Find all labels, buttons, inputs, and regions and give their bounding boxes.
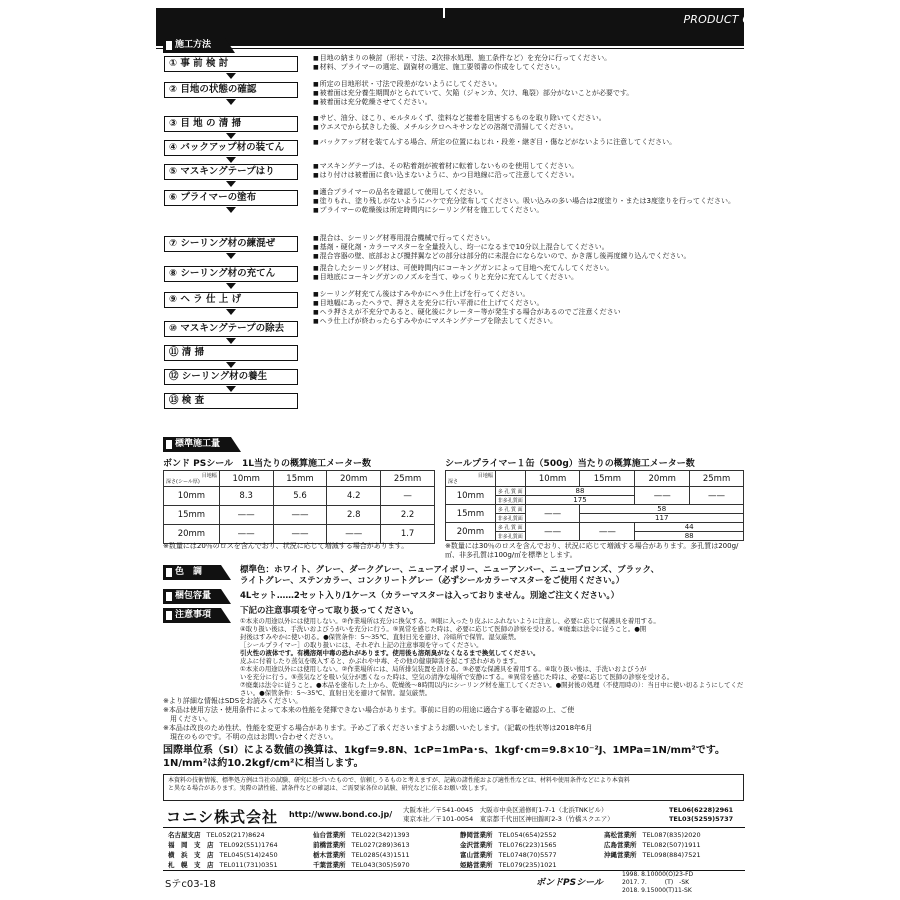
standard-label: 標準施工量 bbox=[163, 437, 231, 452]
step-note: ■ 被着面は充分養生期間がとられていて、欠陥（ジャンカ、欠け、亀裂）部分がないことが必要です。 bbox=[313, 89, 743, 98]
step-arrow bbox=[226, 309, 236, 315]
table2-cell: —— bbox=[525, 523, 580, 541]
hq-osaka: 大阪本社／〒541-0045 大阪市中央区道修町1-7-1（北浜TNKビル） bbox=[403, 806, 608, 814]
step-notes bbox=[313, 80, 743, 107]
table1 bbox=[163, 470, 435, 544]
step-arrow bbox=[226, 253, 236, 259]
branch-office: 札 幌 支 店 TEL011(731)0351 bbox=[168, 861, 278, 869]
step-note: ■ バックアップ材を装てんする場合、所定の位置にねじれ・段差・継ぎ目・傷などがないように注意してください。 bbox=[313, 138, 743, 147]
branch-office: 沖縄営業所 TEL098(884)7521 bbox=[604, 851, 701, 859]
table2-porous: 多 孔 質 面 bbox=[495, 505, 525, 514]
color-text: 標準色：ホワイト、グレー、ダークグレー、ニューアイボリー、ニューアンバー、ニューブロンズ、ブラック、 ライトグレー、ステンカラー、コンクリートグレー（必ずシールカラーマスターをご使用ください。） bbox=[240, 565, 660, 586]
step-note: ■ 材料、プライマーの選定、副資材の選定、施工要領書の作成をしてください。 bbox=[313, 63, 743, 72]
branch-row bbox=[163, 860, 745, 870]
table2-cell: —— bbox=[580, 523, 635, 541]
disclaimers: ※より詳細な情報はSDSをお読みください。 ※本品は使用方法・使用条件によって本来の性能を発揮できない場合があります。事前に目的の用途に適合する事を確認の上、ご使 用ください。 ※本品は改良のため性状、性能を変更する場合があります。予めご了承くださいますようお願いいたします。（記載の性状等は2018年6月 現在のものです。不明の点はお問い合わせください。 bbox=[163, 697, 593, 741]
table1-cell: —— bbox=[327, 525, 381, 544]
table1-cell: 2.8 bbox=[327, 506, 381, 525]
header-tick bbox=[443, 8, 445, 18]
hq-tokyo: 東京本社／〒101-0054 東京都千代田区神田錦町2-3（竹橋スクエア） bbox=[403, 815, 614, 823]
table2-col: 15mm bbox=[580, 471, 635, 487]
step-note: ■ 目地幅にあったヘラで、押さえを充分に行い平滑に仕上げてください。 bbox=[313, 299, 743, 308]
step-arrow bbox=[226, 157, 236, 163]
construction-label: 施工方法 bbox=[163, 38, 225, 53]
caution-heading: 下記の注意事項を守って取り扱ってください。 bbox=[240, 606, 419, 616]
header-title: PRODUCT GUIDE & TECHNICAL DATA bbox=[683, 13, 892, 26]
branch-office: 栃木営業所 TEL0285(43)1511 bbox=[313, 851, 410, 859]
revision-history: 1998. 8.10000(O)23-FD 2017. 7. (T) -SK 2018. 9.15000(T)11-SK bbox=[622, 871, 694, 894]
step-note: ■ ヘラ仕上げが終わったらすみやかにマスキングテープを除去してください。 bbox=[313, 317, 743, 326]
table2-cell: 175 bbox=[525, 496, 635, 505]
branch-office: 金沢営業所 TEL076(223)1565 bbox=[460, 841, 557, 849]
table1-cell: —— bbox=[219, 506, 273, 525]
table1-cell: 8.3 bbox=[219, 487, 273, 506]
branch-office: 仙台営業所 TEL022(342)1393 bbox=[313, 831, 410, 839]
step-arrow bbox=[226, 133, 236, 139]
step-note: ■ シーリング材充てん後はすみやかにヘラ仕上げを行ってください。 bbox=[313, 290, 743, 299]
branch-office: 姫路営業所 TEL079(235)1021 bbox=[460, 861, 557, 869]
table2-col: 10mm bbox=[525, 471, 580, 487]
step-notes bbox=[313, 188, 743, 215]
caution-label: 注意事項 bbox=[163, 608, 221, 623]
step-note: ■ 混合したシーリング材は、可使時間内にコーキングガンによって目地へ充てんしてください。 bbox=[313, 264, 743, 273]
technical-disclaimer: 本資料の技術情報、標準処方例は当社の試験、研究に基づいたもので、信頼しうるものと考えますが、記載の諸性能および適性性などは、材料や使用条件などにより本資料 と異なる場合があります。実際の諸性能、諸条件などの確認は、ご需要家各位の試験、研究などに依るお願い致します。 bbox=[163, 774, 744, 801]
table2-cell: 117 bbox=[580, 514, 744, 523]
step-arrow bbox=[226, 99, 236, 105]
table1-row-header: 10mm bbox=[164, 487, 220, 506]
table1-note: ※数量には20％のロスを含んでおり、状況に応じて増減する場合があります。 bbox=[163, 542, 409, 550]
branch-office: 広島営業所 TEL082(507)1911 bbox=[604, 841, 701, 849]
step-7: ⑦ シーリング材の練混ぜ bbox=[164, 236, 298, 252]
step-note: ■ はり付けは被着面に食い込まないように、かつ目地線に沿って注意してください。 bbox=[313, 171, 743, 180]
color-label: 色 調 bbox=[163, 565, 221, 580]
table1-cell: 1.7 bbox=[381, 525, 435, 544]
step-notes bbox=[313, 234, 743, 261]
step-arrow bbox=[226, 338, 236, 344]
step-note: ■ 目地の納まりの検討（形状・寸法、2次排水処理、施工条件など）を充分に行ってください。 bbox=[313, 54, 743, 63]
step-note: ■ ウエスでから拭きした後、メチルシクロヘキサンなどの溶剤で清掃してください。 bbox=[313, 123, 743, 132]
step-2: ② 目地の状態の確認 bbox=[164, 82, 298, 98]
table2-cell: —— bbox=[635, 487, 690, 505]
table1-title: ボンド PSシール 1L当たりの概算施工メーター数 bbox=[163, 459, 372, 469]
table1-col: 20mm bbox=[327, 471, 381, 487]
step-6: ⑥ プライマーの塗布 bbox=[164, 190, 298, 206]
branch-rule bbox=[163, 827, 745, 828]
packing-text: 4Lセット……2セット入り/1ケース（カラーマスターは入っておりません。別途ご注文ください。） bbox=[240, 591, 620, 601]
step-12: ⑫ シーリング材の養生 bbox=[164, 369, 298, 385]
step-note: ■ マスキングテープは、その粘着剤が被着材に転着しないものを使用してください。 bbox=[313, 162, 743, 171]
table1-cell: —— bbox=[219, 525, 273, 544]
branch-office: 富山営業所 TEL0748(70)5577 bbox=[460, 851, 557, 859]
table1-cell: —— bbox=[273, 506, 327, 525]
step-note: ■ 塗りもれ、塗り残しがないようにハケで充分塗布してください。吸い込みの多い場合は2度塗り・または3度塗りを行ってください。 bbox=[313, 197, 743, 206]
table2-col: 25mm bbox=[690, 471, 744, 487]
table2-note: ※数量には30％のロスを含んでおり、状況に応じて増減する場合があります。多孔質は200g/㎡、非多孔質は100g/㎡を標準とします。 bbox=[445, 542, 739, 559]
branch-row bbox=[163, 850, 745, 860]
table1-row-header: 15mm bbox=[164, 506, 220, 525]
step-note: ■ 適合プライマーの品名を確認して使用してください。 bbox=[313, 188, 743, 197]
step-11: ⑪ 清 掃 bbox=[164, 345, 298, 361]
hq-osaka-tel: TEL06(6228)2961 bbox=[669, 806, 734, 814]
hq-tokyo-tel: TEL03(5259)5737 bbox=[669, 815, 734, 823]
table2-cell: 88 bbox=[525, 487, 635, 496]
table1-corner: 目地幅 深さ(シール厚) bbox=[164, 471, 220, 487]
step-note: ■ 混合容器の壁、底部および攪拌翼などの部分は部分的に未混合にならないので、かき落し後再度練り込んでください。 bbox=[313, 252, 743, 261]
step-note: ■ 混合は、シーリング材専用混合機械で行ってください。 bbox=[313, 234, 743, 243]
step-arrow bbox=[226, 207, 236, 213]
table2-title: シールプライマー１缶（500g）当たりの概算施工メーター数 bbox=[445, 459, 695, 469]
table1-row-header: 20mm bbox=[164, 525, 220, 544]
branch-office: 横 浜 支 店 TEL045(514)2450 bbox=[168, 851, 278, 859]
table1-cell: 4.2 bbox=[327, 487, 381, 506]
step-notes bbox=[313, 114, 743, 132]
branch-office: 千葉営業所 TEL043(305)5970 bbox=[313, 861, 410, 869]
branch-office: 名古屋支店 TEL052(217)8624 bbox=[168, 831, 265, 839]
header-bar bbox=[156, 8, 744, 46]
table1-col: 25mm bbox=[381, 471, 435, 487]
branch-office: 高松営業所 TEL087(835)2020 bbox=[604, 831, 701, 839]
table2 bbox=[445, 470, 744, 541]
step-arrow bbox=[226, 283, 236, 289]
step-note: ■ サビ、油分、ほこり、モルタルくず、塗料など接着を阻害するものを取り除いてください。 bbox=[313, 114, 743, 123]
table2-row-header: 10mm bbox=[446, 487, 496, 505]
branch-office: 静岡営業所 TEL054(654)2552 bbox=[460, 831, 557, 839]
table1-cell: —— bbox=[273, 525, 327, 544]
step-10: ⑩ マスキングテープの除去 bbox=[164, 321, 298, 337]
step-arrow bbox=[226, 386, 236, 392]
company-name: コニシ株式会社 bbox=[166, 808, 279, 826]
table1-cell: 5.6 bbox=[273, 487, 327, 506]
table2-cell: 44 bbox=[635, 523, 744, 532]
table2-porous: 多 孔 質 面 bbox=[495, 523, 525, 532]
table2-cell: —— bbox=[690, 487, 744, 505]
table2-nonporous: 非多孔質面 bbox=[495, 532, 525, 541]
step-note: ■ ヘラ押さえが不充分であると、硬化後にクレーター等が発生する場合があるのでご注意ください bbox=[313, 308, 743, 317]
table2-corner: 目地幅 深さ bbox=[446, 471, 496, 487]
table2-col: 20mm bbox=[635, 471, 690, 487]
step-1: ① 事 前 検 討 bbox=[164, 56, 298, 72]
step-notes bbox=[313, 138, 743, 147]
product-logo: ボンドPSシール bbox=[536, 878, 603, 888]
branch-row bbox=[163, 830, 745, 840]
step-arrow bbox=[226, 181, 236, 187]
branch-list bbox=[163, 830, 745, 870]
step-notes bbox=[313, 162, 743, 180]
company-url[interactable]: http://www.bond.co.jp/ bbox=[289, 810, 393, 819]
step-note: ■ 所定の目地形状・寸法で段差がないようにしてください。 bbox=[313, 80, 743, 89]
step-4: ④ バックアップ材の装てん bbox=[164, 140, 298, 156]
table1-col: 15mm bbox=[273, 471, 327, 487]
table2-cell: —— bbox=[525, 505, 580, 523]
step-notes bbox=[313, 264, 743, 282]
step-3: ③ 目 地 の 清 掃 bbox=[164, 116, 298, 132]
table1-cell: 2.2 bbox=[381, 506, 435, 525]
table2-cell: 58 bbox=[580, 505, 744, 514]
si-conversion: 国際単位系（SI）による数値の換算は、1kgf=9.8N、1cP=1mPa･s、1kgf･cm=9.8×10⁻²J、1MPa=1N/mm²です。 1N/mm²は約10.2kgf/cm²に相当します。 bbox=[163, 745, 725, 769]
step-8: ⑧ シーリング材の充てん bbox=[164, 266, 298, 282]
step-notes bbox=[313, 290, 743, 326]
table2-nonporous: 非多孔質面 bbox=[495, 514, 525, 523]
table2-nonporous: 非多孔質面 bbox=[495, 496, 525, 505]
step-note: ■ 目地底にコーキングガンのノズルを当て、ゆっくりと充分に充てんしてください。 bbox=[313, 273, 743, 282]
doc-code: Sテc03-18 bbox=[165, 879, 216, 890]
step-arrow bbox=[226, 362, 236, 368]
branch-row bbox=[163, 840, 745, 850]
table1-cell: — bbox=[381, 487, 435, 506]
table2-cell: 88 bbox=[635, 532, 744, 541]
table2-porous: 多 孔 質 面 bbox=[495, 487, 525, 496]
step-5: ⑤ マスキングテープはり bbox=[164, 164, 298, 180]
table2-row-header: 20mm bbox=[446, 523, 496, 541]
branch-office: 前橋営業所 TEL027(289)3613 bbox=[313, 841, 410, 849]
table1-col: 10mm bbox=[219, 471, 273, 487]
packing-label: 梱包容量 bbox=[163, 589, 221, 604]
step-note: ■ 被着面は充分乾燥させてください。 bbox=[313, 98, 743, 107]
step-note: ■ 基剤・硬化剤・カラーマスターを全量投入し、均一になるまで10分以上混合してください。 bbox=[313, 243, 743, 252]
table2-row-header: 15mm bbox=[446, 505, 496, 523]
branch-office: 福 岡 支 店 TEL092(551)1764 bbox=[168, 841, 278, 849]
step-9: ⑨ ヘ ラ 仕 上 げ bbox=[164, 292, 298, 308]
step-arrow bbox=[226, 73, 236, 79]
header-rule bbox=[156, 48, 744, 49]
step-notes bbox=[313, 54, 743, 72]
step-note: ■ プライマーの乾燥後は所定時間内にシーリング材を施工してください。 bbox=[313, 206, 743, 215]
step-13: ⑬ 検 査 bbox=[164, 393, 298, 409]
caution-body: 下記の注意事項を守って取り扱ってください。 ①本来の用途以外には使用しない。②作業場所は充分に換気する。③眼に入ったり皮ふにふれないように注意し、必要に応じて保護具を着用する。 ④取り扱い後は、手洗いおよびうがいを充分に行う。⑤異常を感じた時は、必要に応じて医師の診察を受ける。⑥廃棄は法令に従うこと。●開 封後はすみやかに使い切る。●保管条件：5～35℃、直射日光を避け、冷暗所で保管。湿気厳禁。 ［シールプライマー］の取り扱いには、それぞれ上記の注意事項を守ってください。 引火性の液体です。有機溶剤中毒の恐れがあります。使用後も溶剤臭がなくなるまで換気してください。 皮ふに付着したり蒸気を吸入すると、かぶれや中毒、その他の健康障害を起こす恐れがあります。 ①本来の用途以外には使用しない。②作業場所には、局所排気装置を設ける。③必要な保護具を着用する。④取り扱い後は、手洗いおよびうが いを充分に行う。⑤蒸気などを吸い気分が悪くなった時は、空気の清浄な場所で安静にする。⑥異常を感じた時は、必要に応じて医師の診察を受ける。 ⑦廃棄は法令に従うこと。●本品を塗布した上から、乾燥後～8時間以内にシーリング材を施工してください。●開封後の処理（不使用時の）：当日中に使い切るようにしてください。●保管条件：5～35℃、直射日光を避けて保管。湿気厳禁。 bbox=[240, 606, 744, 697]
